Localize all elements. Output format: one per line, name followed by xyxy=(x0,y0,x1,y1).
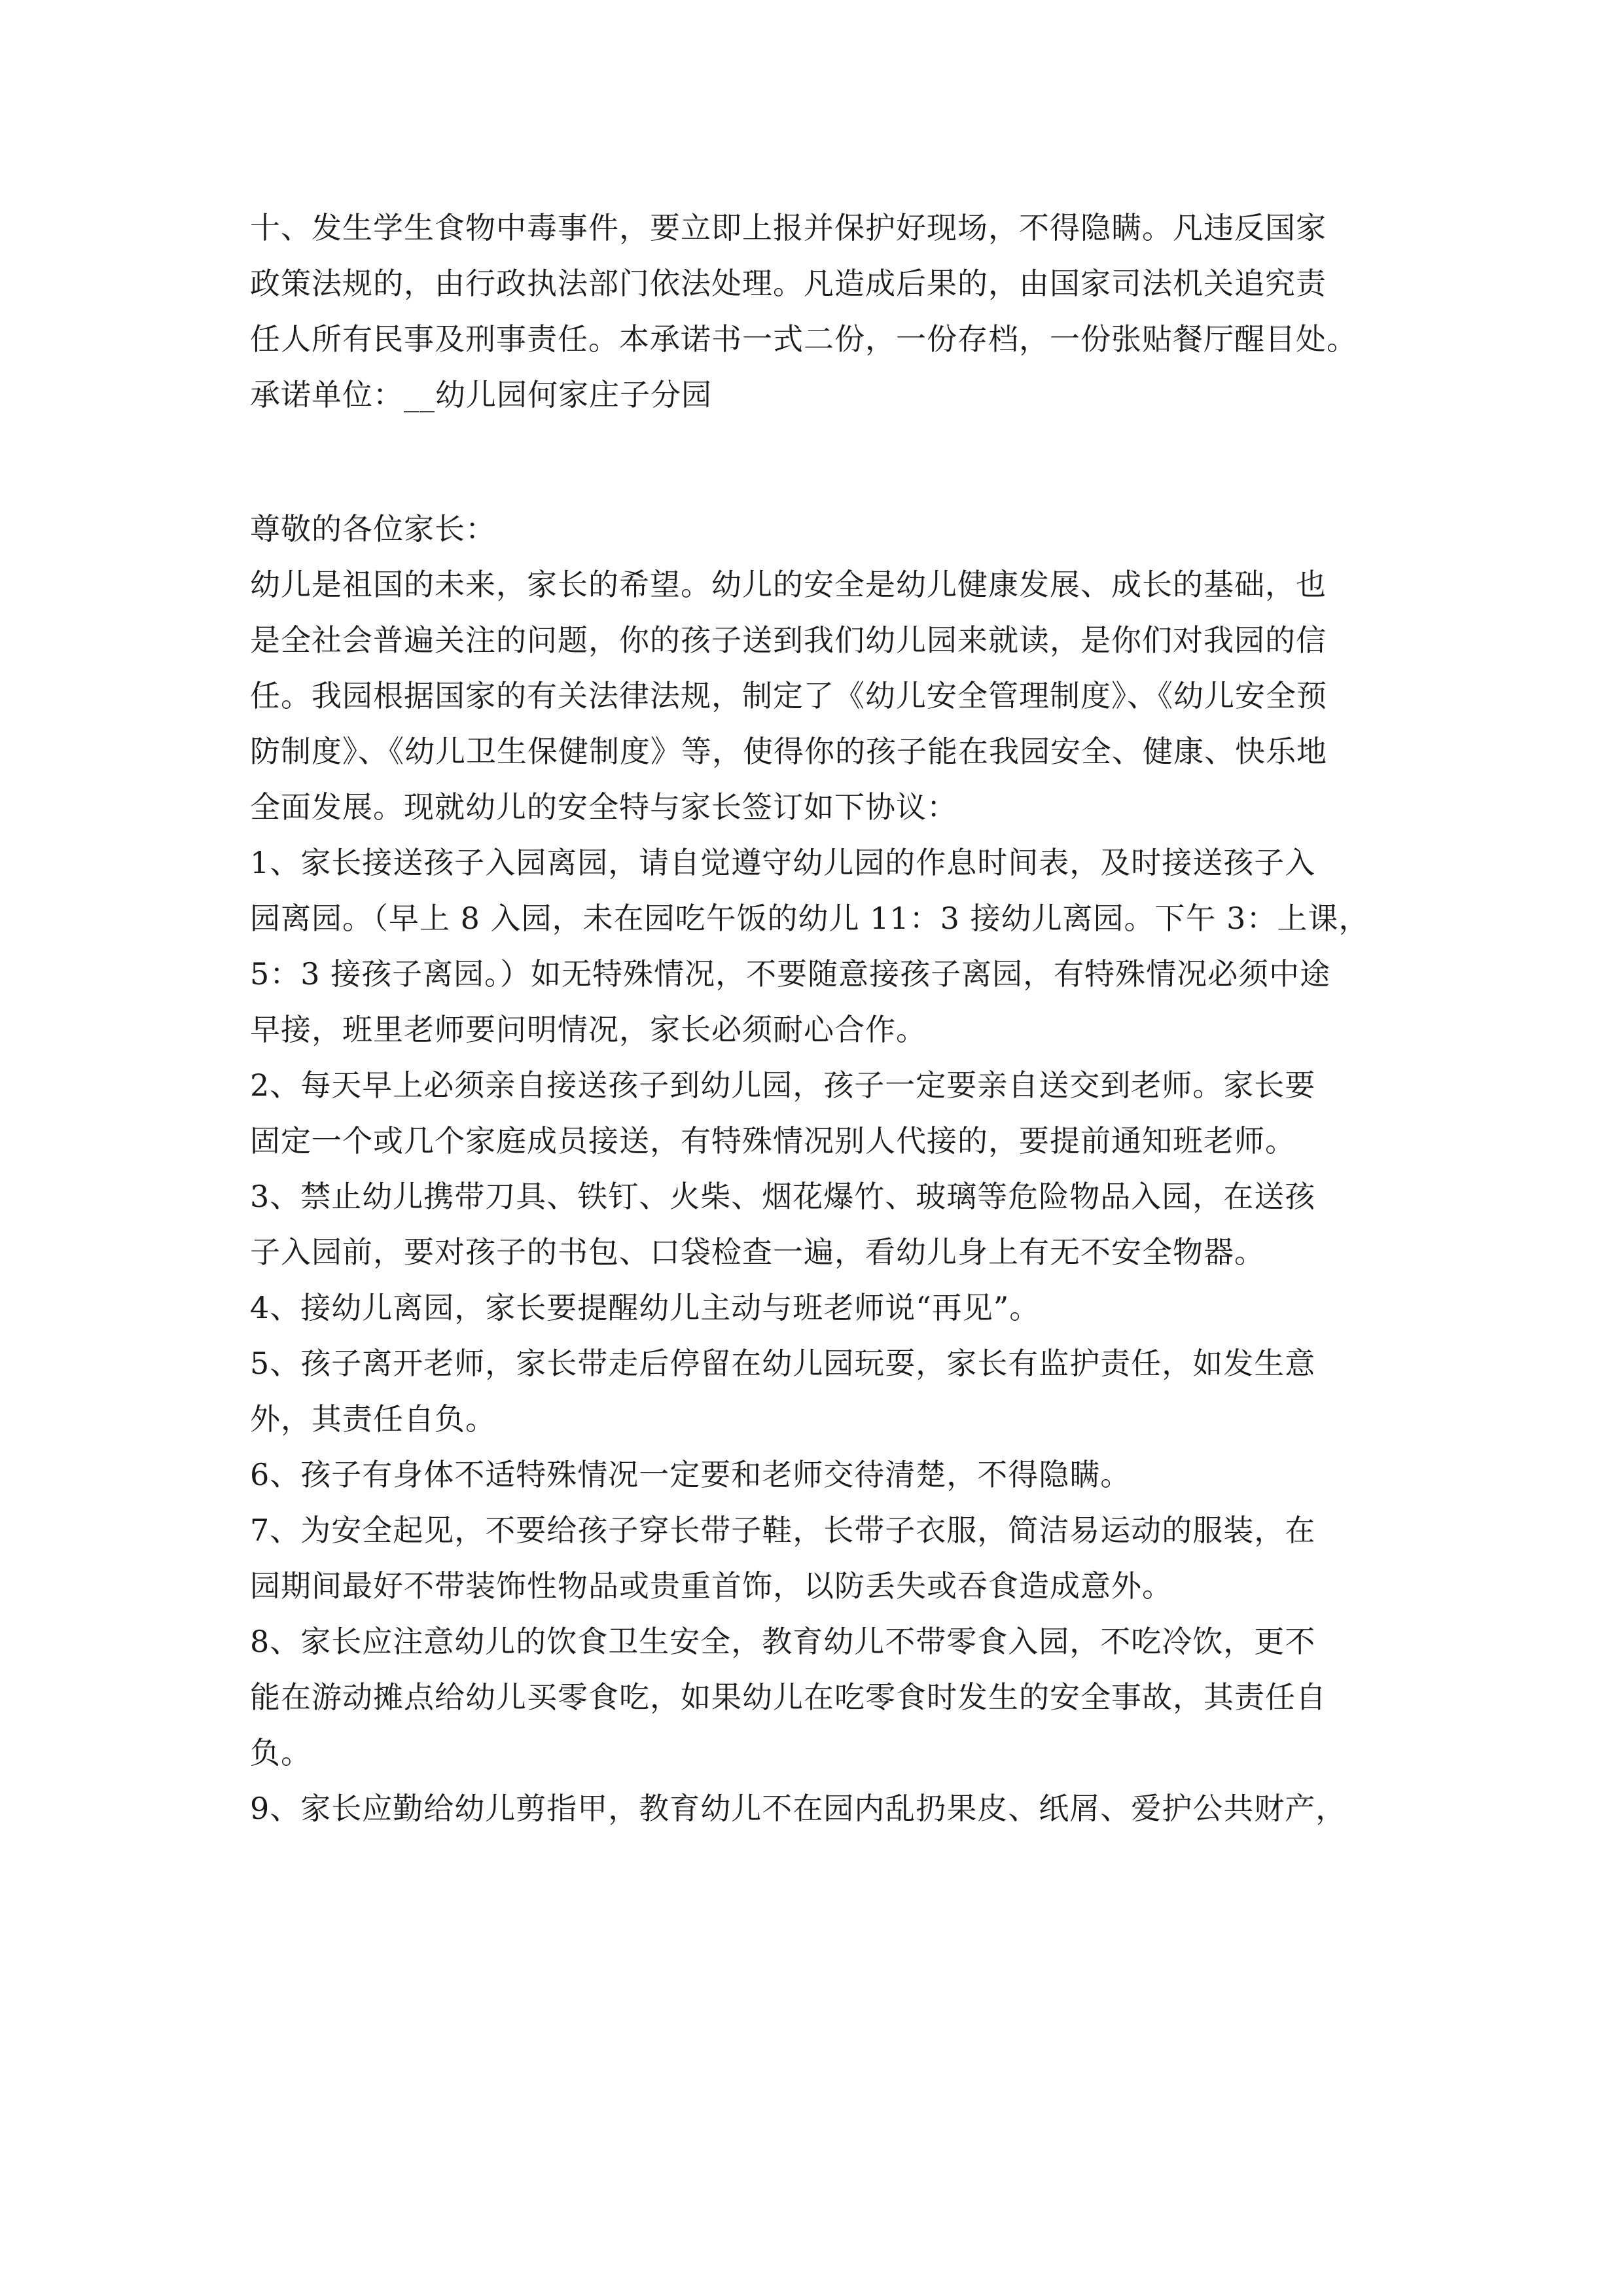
text-line: 负。 xyxy=(250,1735,312,1770)
list-item-9: 9、家长应勤给幼儿剪指甲，教育幼儿不在园内乱扔果皮、纸屑、爱护公共财产， xyxy=(250,1791,1347,1826)
text-line: 能在游动摊点给幼儿买零食吃，如果幼儿在吃零食时发生的安全事故，其责任自 xyxy=(250,1679,1327,1715)
signatory-line: 承诺单位：__幼儿园何家庄子分园 xyxy=(250,377,712,412)
salutation: 尊敬的各位家长： xyxy=(250,511,496,547)
text-line: 幼儿是祖国的未来，家长的希望。幼儿的安全是幼儿健康发展、成长的基础，也 xyxy=(250,567,1327,602)
text-line: 是全社会普遍关注的问题，你的孩子送到我们幼儿园来就读，是你们对我园的信 xyxy=(250,622,1327,658)
list-item-3: 3、禁止幼儿携带刀具、铁钉、火柴、烟花爆竹、玻璃等危险物品入园，在送孩 xyxy=(250,1179,1316,1214)
text-line: 十、发生学生食物中毒事件，要立即上报并保护好现场，不得隐瞒。凡违反国家 xyxy=(250,210,1327,245)
text-line: 全面发展。现就幼儿的安全特与家长签订如下协议： xyxy=(250,789,957,825)
text-line: 园期间最好不带装饰性物品或贵重首饰，以防丢失或吞食造成意外。 xyxy=(250,1568,1173,1604)
parent-agreement-section xyxy=(250,501,1402,1837)
list-item-8: 8、家长应注意幼儿的饮食卫生安全，教育幼儿不带零食入园，不吃冷饮，更不 xyxy=(250,1624,1316,1659)
list-item-4: 4、接幼儿离园，家长要提醒幼儿主动与班老师说“再见”。 xyxy=(250,1290,1041,1325)
text-line: 任。我园根据国家的有关法律法规，制定了《幼儿安全管理制度》、《幼儿安全预 xyxy=(250,678,1327,713)
text-line: 5：3 接孩子离园。）如无特殊情况，不要随意接孩子离园，有特殊情况必须中途 xyxy=(250,956,1331,992)
text-line: 外，其责任自负。 xyxy=(250,1401,496,1437)
list-item-7: 7、为安全起见，不要给孩子穿长带子鞋，长带子衣服，简洁易运动的服装，在 xyxy=(250,1513,1316,1548)
list-item-1: 1、家长接送孩子入园离园，请自觉遵守幼儿园的作息时间表，及时接送孩子入 xyxy=(250,845,1316,880)
list-item-6: 6、孩子有身体不适特殊情况一定要和老师交待清楚，不得隐瞒。 xyxy=(250,1457,1132,1492)
text-line: 早接，班里老师要问明情况，家长必须耐心合作。 xyxy=(250,1012,927,1047)
commitment-section xyxy=(250,200,1402,423)
text-line: 政策法规的，由行政执法部门依法处理。凡造成后果的，由国家司法机关追究责 xyxy=(250,266,1327,301)
text-line: 园离园。（早上 8 入园，未在园吃午饭的幼儿 11：3 接幼儿离园。下午 3：上课， xyxy=(250,901,1370,936)
document-body xyxy=(250,200,1402,1837)
list-item-2: 2、每天早上必须亲自接送孩子到幼儿园，孩子一定要亲自送交到老师。家长要 xyxy=(250,1067,1316,1103)
text-line: 子入园前，要对孩子的书包、口袋检查一遍，看幼儿身上有无不安全物器。 xyxy=(250,1234,1265,1270)
text-line: 防制度》、《幼儿卫生保健制度》等，使得你的孩子能在我园安全、健康、快乐地 xyxy=(250,734,1327,769)
section-spacer xyxy=(250,423,1402,501)
text-line: 固定一个或几个家庭成员接送，有特殊情况别人代接的，要提前通知班老师。 xyxy=(250,1123,1296,1158)
text-line: 任人所有民事及刑事责任。本承诺书一式二份，一份存档，一份张贴餐厅醒目处。 xyxy=(250,321,1357,357)
list-item-5: 5、孩子离开老师，家长带走后停留在幼儿园玩耍，家长有监护责任，如发生意 xyxy=(250,1346,1316,1381)
